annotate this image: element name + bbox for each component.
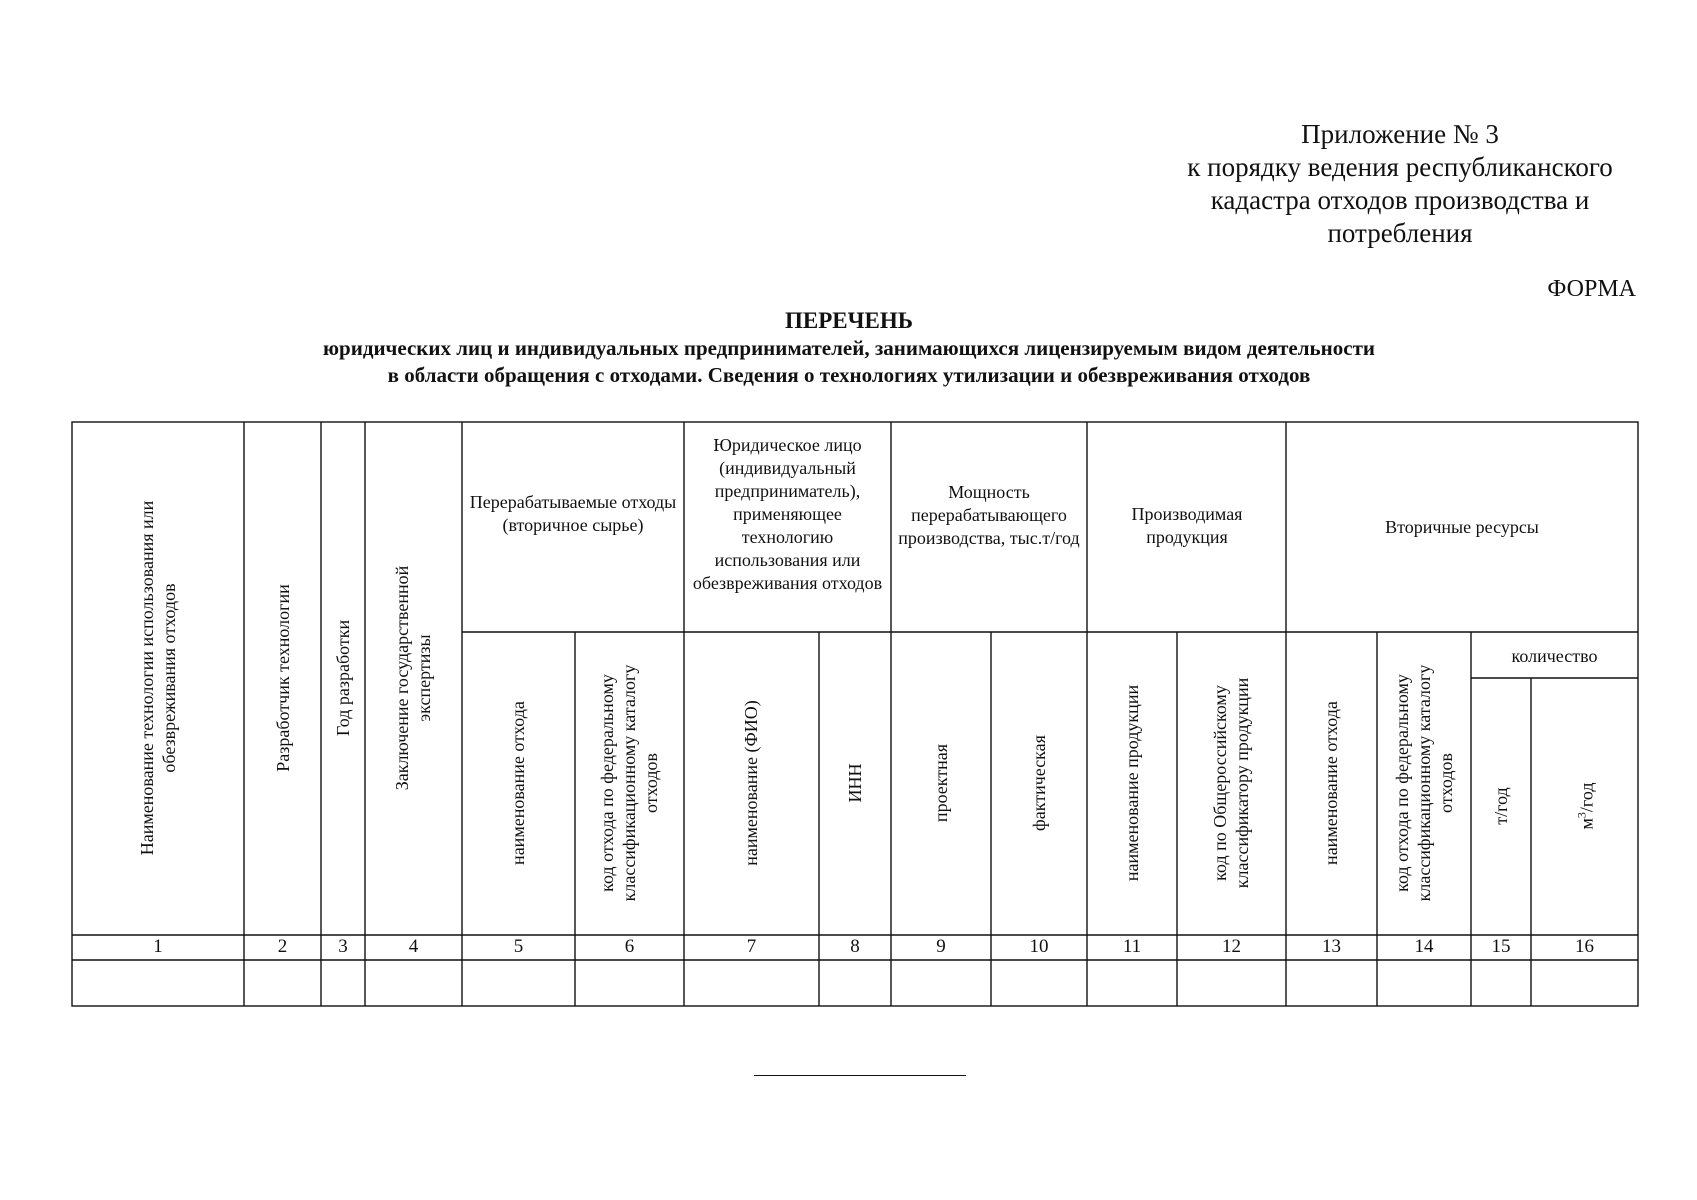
- column-number: 15: [1491, 936, 1511, 957]
- header-cubic-meters-per-year: $м^3$/год: [1574, 782, 1597, 830]
- header-secondary-waste-code: код отхода по федеральному классификационному каталогу отходов: [1392, 664, 1456, 902]
- header-product-code: код по Общероссийскому классификатору продукции: [1210, 677, 1252, 889]
- header-developer: Разработчик технологии: [273, 584, 293, 772]
- header-legal-entity: Юридическое лицо (индивидуальный предприниматель), применяющее технологию использования или обезвреживания отходов: [692, 435, 883, 593]
- header-year: Год разработки: [333, 619, 353, 737]
- column-number: 12: [1222, 936, 1241, 957]
- footer-divider: [754, 1075, 966, 1076]
- column-number: 4: [408, 936, 419, 957]
- header-secondary-resources: Вторичные ресурсы: [1385, 517, 1539, 537]
- column-number: 1: [153, 936, 163, 957]
- appendix-title: Приложение № 3: [1301, 119, 1499, 149]
- column-number: 13: [1322, 936, 1341, 957]
- appendix-line: к порядку ведения республиканского: [1187, 152, 1613, 182]
- header-quantity: количество: [1511, 646, 1598, 666]
- column-number: 6: [624, 936, 635, 957]
- column-number: 14: [1414, 936, 1434, 957]
- header-secondary-waste-name: наименование отхода: [1321, 701, 1341, 865]
- title-line: в области обращения с отходами. Сведения о технологиях утилизации и обезвреживания отходов: [387, 363, 1311, 387]
- header-expertise: Заключение государственной экспертизы: [392, 565, 434, 791]
- header-technology-name: Наименование технологии использования или обезвреживания отходов: [137, 500, 179, 856]
- appendix-line: потребления: [1327, 218, 1473, 248]
- column-number: 10: [1029, 936, 1049, 957]
- title-main: ПЕРЕЧЕНЬ: [785, 308, 913, 333]
- column-number: 11: [1122, 936, 1142, 957]
- form-label: ФОРМА: [1547, 276, 1636, 302]
- header-tons-per-year: т/год: [1491, 787, 1511, 825]
- header-products: Производимая продукция: [1131, 504, 1243, 547]
- header-design-capacity: проектная: [931, 743, 951, 823]
- column-number: 2: [277, 936, 288, 957]
- header-entity-name: наименование (ФИО): [741, 700, 761, 866]
- title-line: юридических лиц и индивидуальных предпринимателей, занимающихся лицензируемым видом деятельности: [323, 336, 1375, 360]
- column-number: 9: [936, 936, 946, 957]
- column-number: 3: [338, 936, 348, 957]
- column-number: 7: [746, 936, 757, 957]
- header-actual-capacity: фактическая: [1029, 735, 1049, 831]
- header-processed-waste: Перерабатываемые отходы (вторичное сырье): [469, 492, 677, 535]
- header-waste-name: наименование отхода: [508, 701, 528, 865]
- header-waste-code: код отхода по федеральному классификационному каталогу отходов: [597, 664, 661, 902]
- column-number: 5: [513, 936, 524, 957]
- header-product-name: наименование продукции: [1122, 684, 1142, 882]
- column-number: 16: [1575, 936, 1594, 957]
- column-number: 8: [850, 936, 860, 957]
- header-capacity: Мощность перерабатывающего производства, тыс.т/год: [898, 482, 1080, 548]
- appendix-line: кадастра отходов производства и: [1210, 185, 1590, 215]
- header-inn: ИНН: [845, 763, 865, 803]
